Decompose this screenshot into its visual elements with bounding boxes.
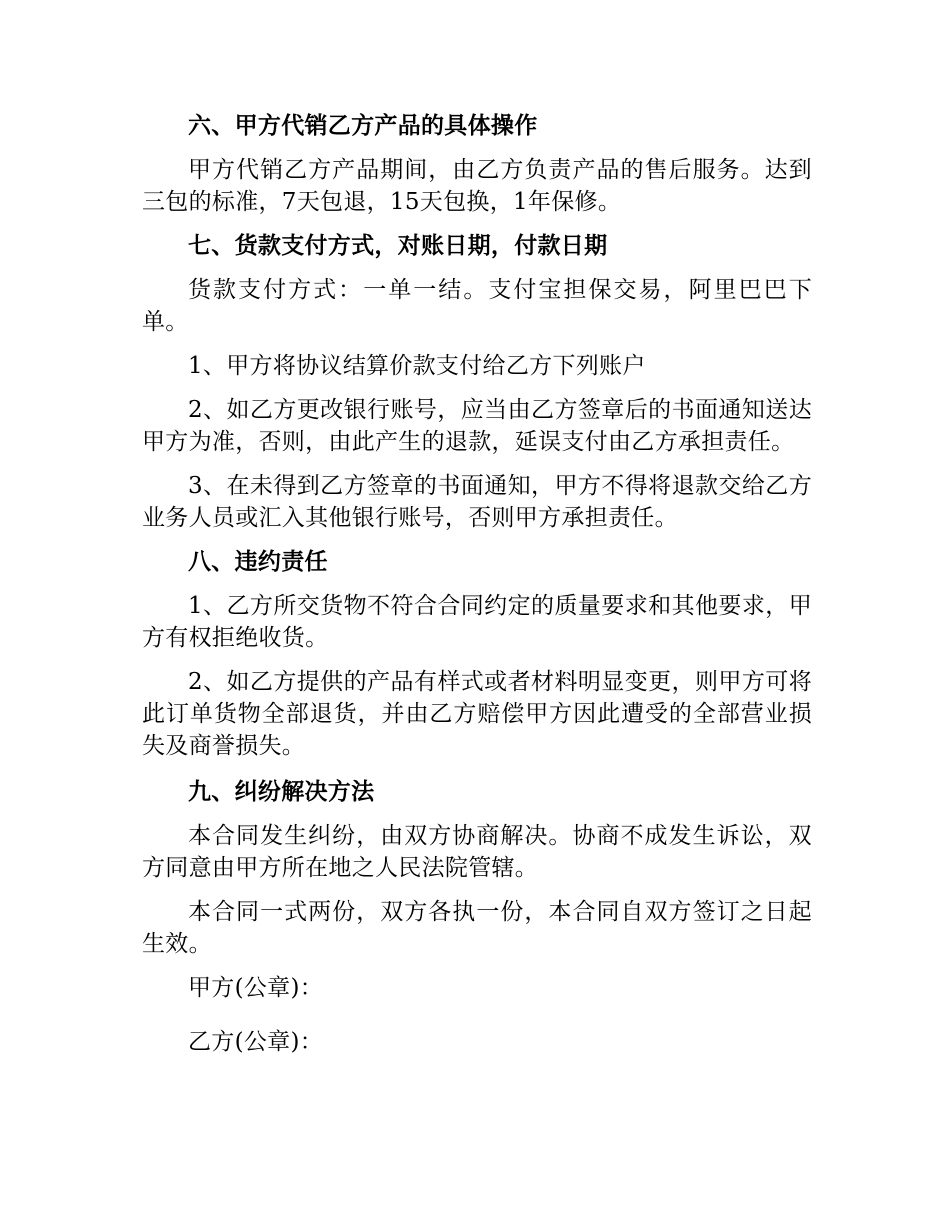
section-9 [142,776,812,960]
document-body [142,110,812,1080]
section-8 [142,546,812,762]
section-7 [142,230,812,534]
paragraph: 2、如乙方更改银行账号，应当由乙方签章后的书面通知送达甲方为准，否则，由此产生的退款，延误支付由乙方承担责任。 [142,397,812,455]
signature-block [142,972,812,1058]
section-heading: 九、纠纷解决方法 [188,778,375,805]
paragraph: 本合同一式两份，双方各执一份，本合同自双方签订之日起生效。 [142,899,812,957]
paragraph: 本合同发生纠纷，由双方协商解决。协商不成发生诉讼，双方同意由甲方所在地之人民法院管辖。 [142,823,812,881]
party-a-seal-line: 甲方(公章)： [188,975,324,1001]
paragraph: 2、如乙方提供的产品有样式或者材料明显变更，则甲方可将此订单货物全部退货，并由乙方赔偿甲方因此遭受的全部营业损失及商誉损失。 [142,669,812,759]
section-6 [142,110,812,218]
section-heading: 七、货款支付方式，对账日期，付款日期 [188,232,608,259]
paragraph: 1、甲方将协议结算价款支付给乙方下列账户 [188,353,646,379]
paragraph: 3、在未得到乙方签章的书面通知，甲方不得将退款交给乙方业务人员或汇入其他银行账号，否则甲方承担责任。 [142,473,812,531]
paragraph: 甲方代销乙方产品期间，由乙方负责产品的售后服务。达到三包的标准，7天包退，15天包换，1年保修。 [142,157,812,215]
section-heading: 八、违约责任 [188,548,328,575]
party-b-seal-line: 乙方(公章)： [188,1029,324,1055]
paragraph: 1、乙方所交货物不符合合同约定的质量要求和其他要求，甲方有权拒绝收货。 [142,593,812,651]
section-heading: 六、甲方代销乙方产品的具体操作 [188,112,538,139]
paragraph: 货款支付方式：一单一结。支付宝担保交易，阿里巴巴下单。 [142,277,812,335]
